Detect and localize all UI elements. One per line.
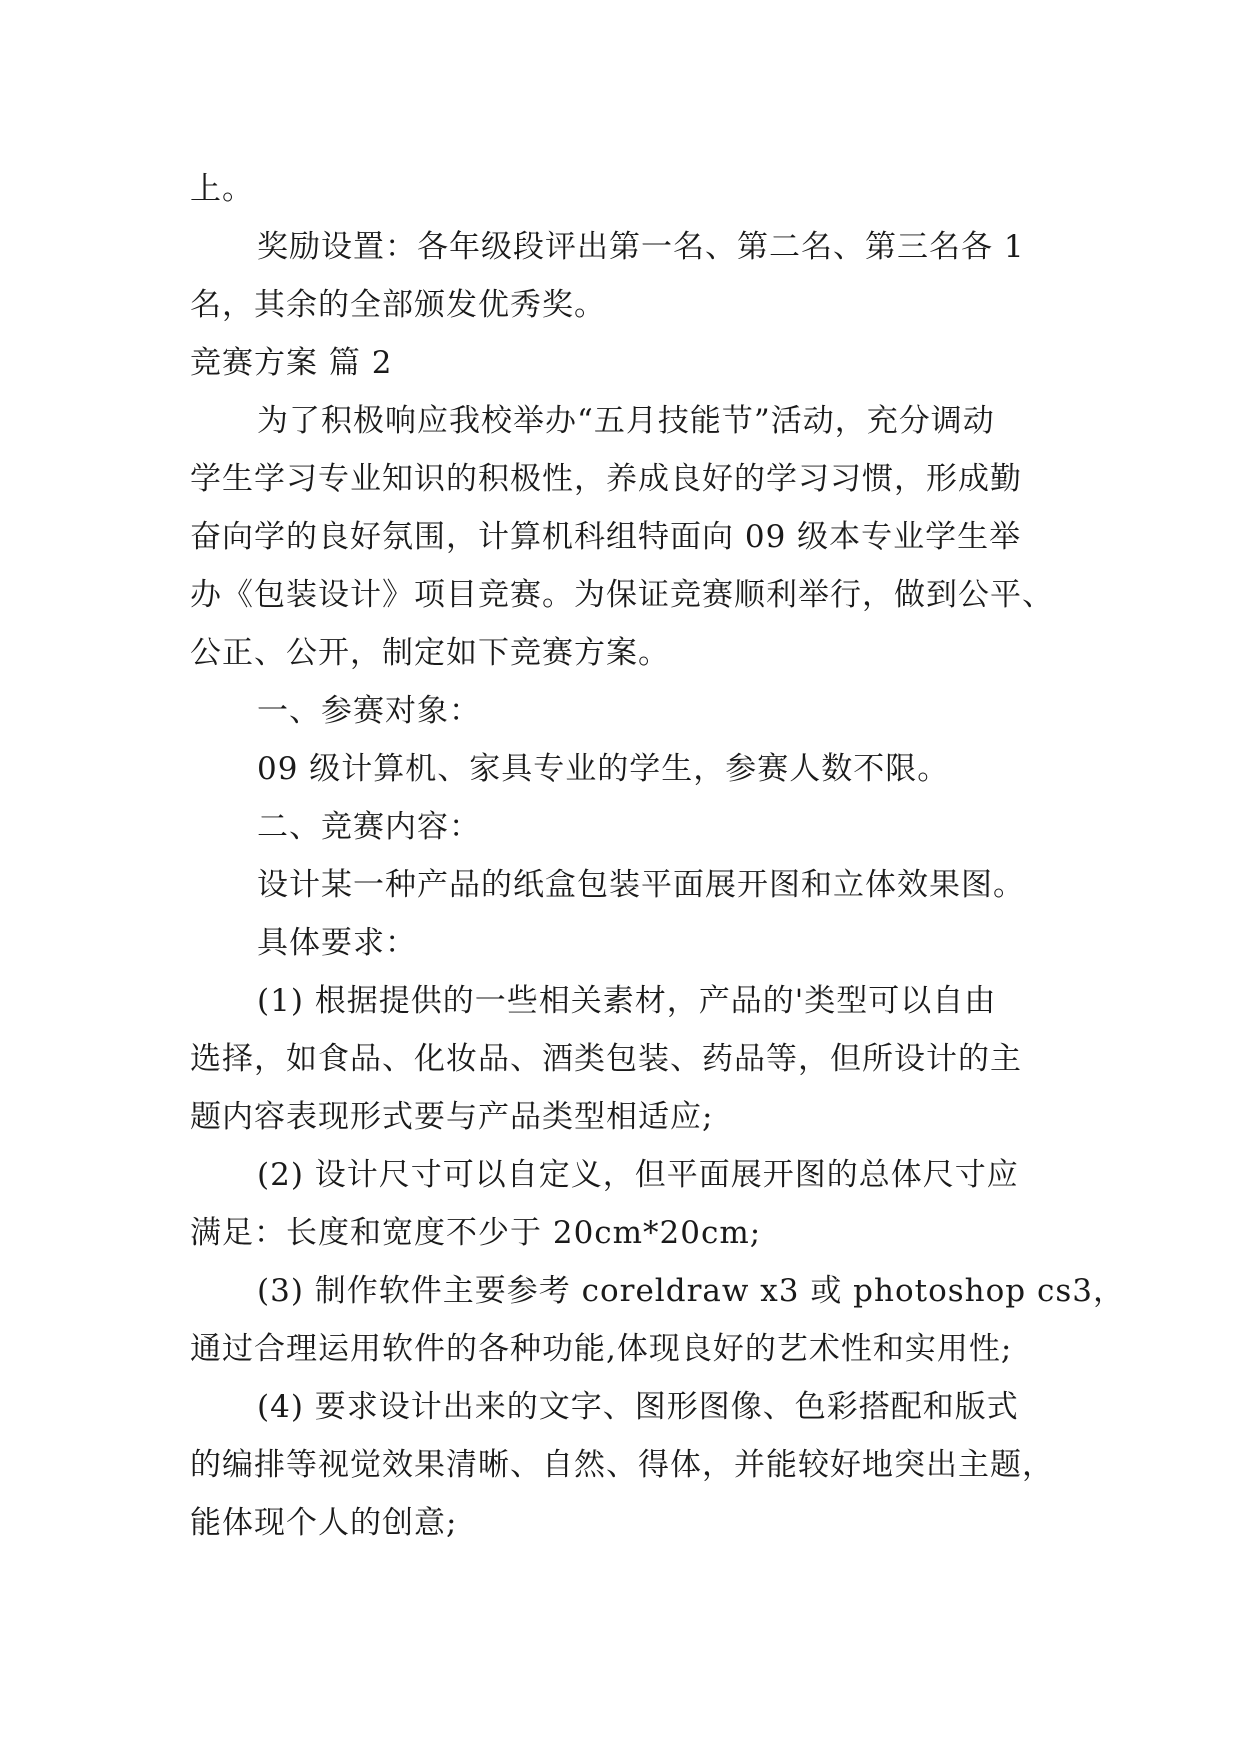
paragraph-line: 设计某一种产品的纸盒包装平面展开图和立体效果图。 — [257, 867, 1025, 903]
requirement-item-1: (1) 根据提供的一些相关素材，产品的'类型可以自由 — [257, 983, 997, 1019]
paragraph-line: 通过合理运用软件的各种功能,体现良好的艺术性和实用性; — [190, 1331, 1013, 1367]
requirement-item-3: (3) 制作软件主要参考 coreldraw x3 或 photoshop cs3， — [257, 1273, 1125, 1309]
requirement-item-4: (4) 要求设计出来的文字、图形图像、色彩搭配和版式 — [257, 1389, 1019, 1425]
paragraph-line: 为了积极响应我校举办“五月技能节”活动，充分调动 — [257, 403, 995, 439]
paragraph-line: 能体现个人的创意; — [190, 1505, 458, 1541]
award-settings-line: 奖励设置：各年级段评出第一名、第二名、第三名各 1 — [257, 229, 1025, 265]
subheading-content: 二、竞赛内容： — [257, 809, 481, 845]
paragraph-line: 09 级计算机、家具专业的学生，参赛人数不限。 — [257, 751, 950, 787]
paragraph-line: 的编排等视觉效果清晰、自然、得体，并能较好地突出主题， — [190, 1447, 1054, 1483]
requirement-item-2: (2) 设计尺寸可以自定义，但平面展开图的总体尺寸应 — [257, 1157, 1019, 1193]
text-line: 名，其余的全部颁发优秀奖。 — [190, 287, 606, 323]
paragraph-line: 选择，如食品、化妆品、酒类包装、药品等，但所设计的主 — [190, 1041, 1022, 1077]
section-heading: 竞赛方案 篇 2 — [190, 345, 393, 381]
paragraph-line: 公正、公开，制定如下竞赛方案。 — [190, 635, 670, 671]
subheading-requirements: 具体要求： — [257, 925, 417, 961]
subheading-participants: 一、参赛对象： — [257, 693, 481, 729]
paragraph-line: 办《包装设计》项目竞赛。为保证竞赛顺利举行，做到公平、 — [190, 577, 1054, 613]
paragraph-line: 学生学习专业知识的积极性，养成良好的学习习惯，形成勤 — [190, 461, 1022, 497]
text-line: 上。 — [190, 171, 254, 207]
paragraph-line: 满足：长度和宽度不少于 20cm*20cm; — [190, 1215, 762, 1251]
paragraph-line: 题内容表现形式要与产品类型相适应; — [190, 1099, 714, 1135]
paragraph-line: 奋向学的良好氛围，计算机科组特面向 09 级本专业学生举 — [190, 519, 1022, 555]
